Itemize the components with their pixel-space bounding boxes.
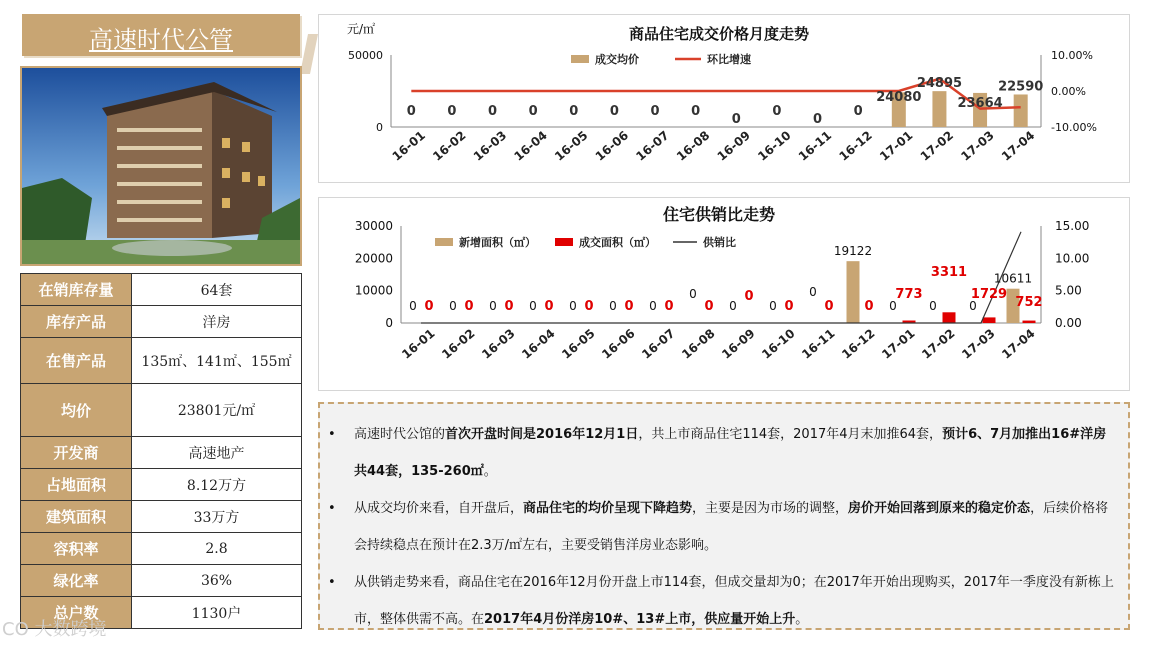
chart-title: 住宅供销比走势 [662, 205, 776, 224]
bar [1014, 94, 1028, 127]
x-tick-label: 16-01 [389, 128, 428, 164]
note-text: 从供销走势来看，商品住宅在2016年12月份开盘上市114套，但成交量却为0；在2017年开始出现购买，2017年一季度没有新栋上市，整体供需不高。在 [354, 575, 1114, 627]
y-tick-label: 20000 [354, 251, 393, 266]
data-label: 24895 [916, 76, 963, 92]
y-tick-label: 50000 [348, 49, 383, 62]
data-label: 0 [691, 104, 701, 119]
note-text: 高速时代公馆的 [354, 427, 446, 442]
note-highlight: 2017年4月份洋房10#、13#上市，供应量开始上升 [484, 612, 796, 627]
legend-swatch [571, 55, 589, 63]
analysis-notes [318, 402, 1130, 630]
legend-label: 成交均价 [595, 53, 639, 66]
x-tick-label: 16-11 [799, 326, 838, 362]
info-label: 开发商 [21, 437, 132, 469]
x-tick-label: 17-03 [958, 128, 997, 164]
note-text: 从成交均价来看，自开盘后， [354, 501, 524, 516]
project-info-table [20, 273, 302, 629]
data-label: 22590 [998, 79, 1044, 95]
info-label: 均价 [21, 384, 132, 437]
data-label: 0 [772, 104, 782, 119]
y2-tick-label: 5.00 [1055, 283, 1082, 298]
note-item [354, 490, 1114, 564]
y2-tick-label: 0.00 [1055, 316, 1082, 330]
info-row [21, 469, 302, 501]
sold-area-label: 0 [704, 299, 714, 314]
sold-area-label: 0 [584, 299, 594, 314]
x-tick-label: 16-06 [599, 326, 638, 362]
x-tick-label: 16-07 [633, 128, 672, 164]
new-area-label: 0 [729, 299, 737, 313]
new-area-label: 0 [529, 299, 537, 313]
y-tick-label: 0 [385, 316, 393, 330]
x-tick-label: 16-09 [719, 326, 758, 362]
sold-area-label: 0 [624, 299, 634, 314]
new-area-label: 0 [969, 299, 977, 313]
new-area-label: 0 [689, 287, 697, 301]
info-value: 23801元/㎡ [132, 384, 302, 437]
legend-label: 供销比 [703, 236, 736, 249]
price-trend-chart-panel [318, 14, 1130, 183]
sold-area-label: 0 [784, 299, 794, 314]
x-tick-label: 16-03 [470, 128, 510, 164]
info-label: 总户数 [21, 597, 132, 629]
notes-list [320, 404, 1128, 638]
sold-area-label: 0 [744, 289, 754, 304]
info-label: 在售产品 [21, 338, 132, 384]
info-label: 绿化率 [21, 565, 132, 597]
note-highlight: 房价开始回落到原来的稳定价态 [848, 501, 1031, 516]
sold-area-label: 0 [664, 299, 674, 314]
bar-sold-area [1023, 321, 1036, 323]
new-area-label: 0 [489, 299, 497, 313]
y2-tick-label: -10.00% [1051, 121, 1097, 134]
info-value: 1130户 [132, 597, 302, 629]
x-tick-label: 16-11 [795, 128, 835, 164]
new-area-label: 0 [929, 299, 937, 313]
legend-label: 新增面积（㎡） [459, 236, 536, 249]
price-trend-chart [319, 15, 1129, 182]
info-value: 高速地产 [132, 437, 302, 469]
y2-tick-label: 0.00% [1051, 85, 1086, 98]
x-tick-label: 16-10 [759, 326, 798, 362]
sold-area-label: 3311 [930, 265, 968, 280]
data-label: 0 [650, 104, 660, 119]
x-tick-label: 17-01 [877, 128, 916, 164]
watermark-text: CO 大数跨境 [2, 619, 107, 640]
title-slash-decoration [300, 34, 318, 74]
info-value: 36% [132, 565, 302, 597]
info-label: 建筑面积 [21, 501, 132, 533]
x-tick-label: 17-04 [999, 326, 1038, 362]
x-tick-label: 16-12 [836, 128, 875, 164]
note-item [354, 564, 1114, 638]
sold-area-label: 752 [1015, 295, 1043, 310]
x-tick-label: 16-05 [552, 128, 591, 164]
new-area-label: 0 [649, 299, 657, 313]
new-area-label: 0 [609, 299, 617, 313]
x-tick-label: 16-02 [430, 128, 469, 164]
data-label: 0 [488, 104, 498, 119]
sold-area-label: 0 [464, 299, 474, 314]
info-label: 占地面积 [21, 469, 132, 501]
y2-tick-label: 15.00 [1055, 219, 1090, 233]
x-tick-label: 17-04 [998, 128, 1038, 164]
info-row [21, 338, 302, 384]
project-title: 高速时代公管 [89, 26, 233, 54]
y2-tick-label: 10.00% [1051, 49, 1093, 62]
info-row [21, 533, 302, 565]
info-row [21, 437, 302, 469]
new-area-label: 0 [449, 299, 457, 313]
info-row [21, 306, 302, 338]
data-label: 0 [569, 104, 579, 119]
info-row [21, 501, 302, 533]
data-label: 0 [528, 104, 538, 119]
data-label: 24080 [876, 90, 922, 105]
data-label: 0 [731, 112, 741, 127]
note-highlight: 商品住宅的均价呈现下降趋势 [523, 501, 693, 516]
new-area-label: 0 [769, 299, 777, 313]
new-area-label: 19122 [833, 244, 873, 259]
bar-sold-area [983, 317, 996, 323]
x-tick-label: 16-04 [511, 128, 550, 164]
info-row [21, 384, 302, 437]
info-value: 洋房 [132, 306, 302, 338]
sold-area-label: 0 [504, 299, 514, 314]
supply-sales-chart [319, 198, 1129, 390]
x-tick-label: 17-01 [879, 326, 918, 362]
info-value: 8.12万方 [132, 469, 302, 501]
sold-area-label: 0 [544, 299, 554, 314]
note-text: ，后续价格将会持续稳点在预计在2.3万/㎡左右，主要受销售洋房业态影响。 [354, 501, 1109, 553]
data-label: 0 [853, 104, 863, 119]
data-label: 0 [447, 104, 457, 119]
supply-sales-chart-panel [318, 197, 1130, 391]
bar-sold-area [943, 312, 956, 323]
bar [932, 91, 946, 127]
y2-tick-label: 10.00 [1055, 251, 1090, 266]
x-tick-label: 16-07 [639, 326, 678, 362]
x-tick-label: 16-08 [673, 128, 713, 164]
sold-area-label: 773 [895, 287, 923, 302]
x-tick-label: 17-02 [919, 326, 958, 362]
x-tick-label: 16-01 [399, 326, 438, 362]
note-text: 。 [795, 612, 809, 627]
x-tick-label: 16-05 [559, 326, 598, 362]
project-title-box [22, 14, 300, 56]
x-tick-label: 16-04 [519, 326, 558, 362]
note-item [354, 416, 1114, 490]
sold-area-label: 0 [824, 299, 834, 314]
note-highlight: 预计6、7月加推出16#洋房共44套，135-260㎡ [354, 427, 1107, 479]
data-label: 0 [406, 104, 416, 119]
note-text: ，共上市商品住宅114套，2017年4月末加推64套， [638, 427, 943, 442]
info-value: 64套 [132, 274, 302, 306]
x-tick-label: 16-02 [439, 326, 478, 362]
note-text: ，主要是因为市场的调整， [692, 501, 849, 516]
data-label: 23664 [957, 96, 1003, 111]
x-tick-label: 16-08 [679, 326, 718, 362]
sold-area-label: 1729 [970, 287, 1008, 302]
x-tick-label: 17-03 [959, 326, 998, 362]
note-text: 。 [483, 464, 497, 479]
info-value: 33万方 [132, 501, 302, 533]
legend-label: 环比增速 [707, 53, 751, 66]
info-label: 容积率 [21, 533, 132, 565]
building-photo [20, 66, 302, 266]
info-row [21, 565, 302, 597]
info-label: 库存产品 [21, 306, 132, 338]
x-tick-label: 16-03 [479, 326, 518, 362]
x-tick-label: 17-02 [917, 128, 957, 164]
new-area-label: 0 [569, 299, 577, 313]
x-tick-label: 16-10 [755, 128, 794, 164]
bar-new-area [847, 261, 860, 323]
new-area-label: 10611 [993, 271, 1033, 286]
legend-swatch [555, 238, 573, 246]
chart-title: 商品住宅成交价格月度走势 [628, 25, 810, 43]
legend-label: 成交面积（㎡） [579, 236, 656, 249]
y-tick-label: 30000 [354, 219, 393, 233]
y-tick-label: 10000 [354, 283, 393, 298]
info-label: 在销库存量 [21, 274, 132, 306]
data-label: 0 [813, 112, 823, 127]
y-axis-label: 元/㎡ [347, 22, 376, 36]
note-highlight: 首次开盘时间是2016年12月1日 [445, 427, 639, 442]
new-area-label: 0 [889, 299, 897, 313]
x-tick-label: 16-12 [839, 326, 878, 362]
sold-area-label: 0 [424, 299, 434, 314]
info-row [21, 274, 302, 306]
info-value: 135㎡、141㎡、155㎡ [132, 338, 302, 384]
sold-area-label: 0 [864, 299, 874, 314]
new-area-label: 0 [409, 299, 417, 313]
legend-swatch [435, 238, 453, 246]
x-tick-label: 16-06 [592, 128, 632, 164]
y-tick-label: 0 [376, 121, 383, 134]
new-area-label: 0 [809, 285, 817, 299]
info-value: 2.8 [132, 533, 302, 565]
data-label: 0 [609, 104, 619, 119]
x-tick-label: 16-09 [714, 128, 753, 164]
